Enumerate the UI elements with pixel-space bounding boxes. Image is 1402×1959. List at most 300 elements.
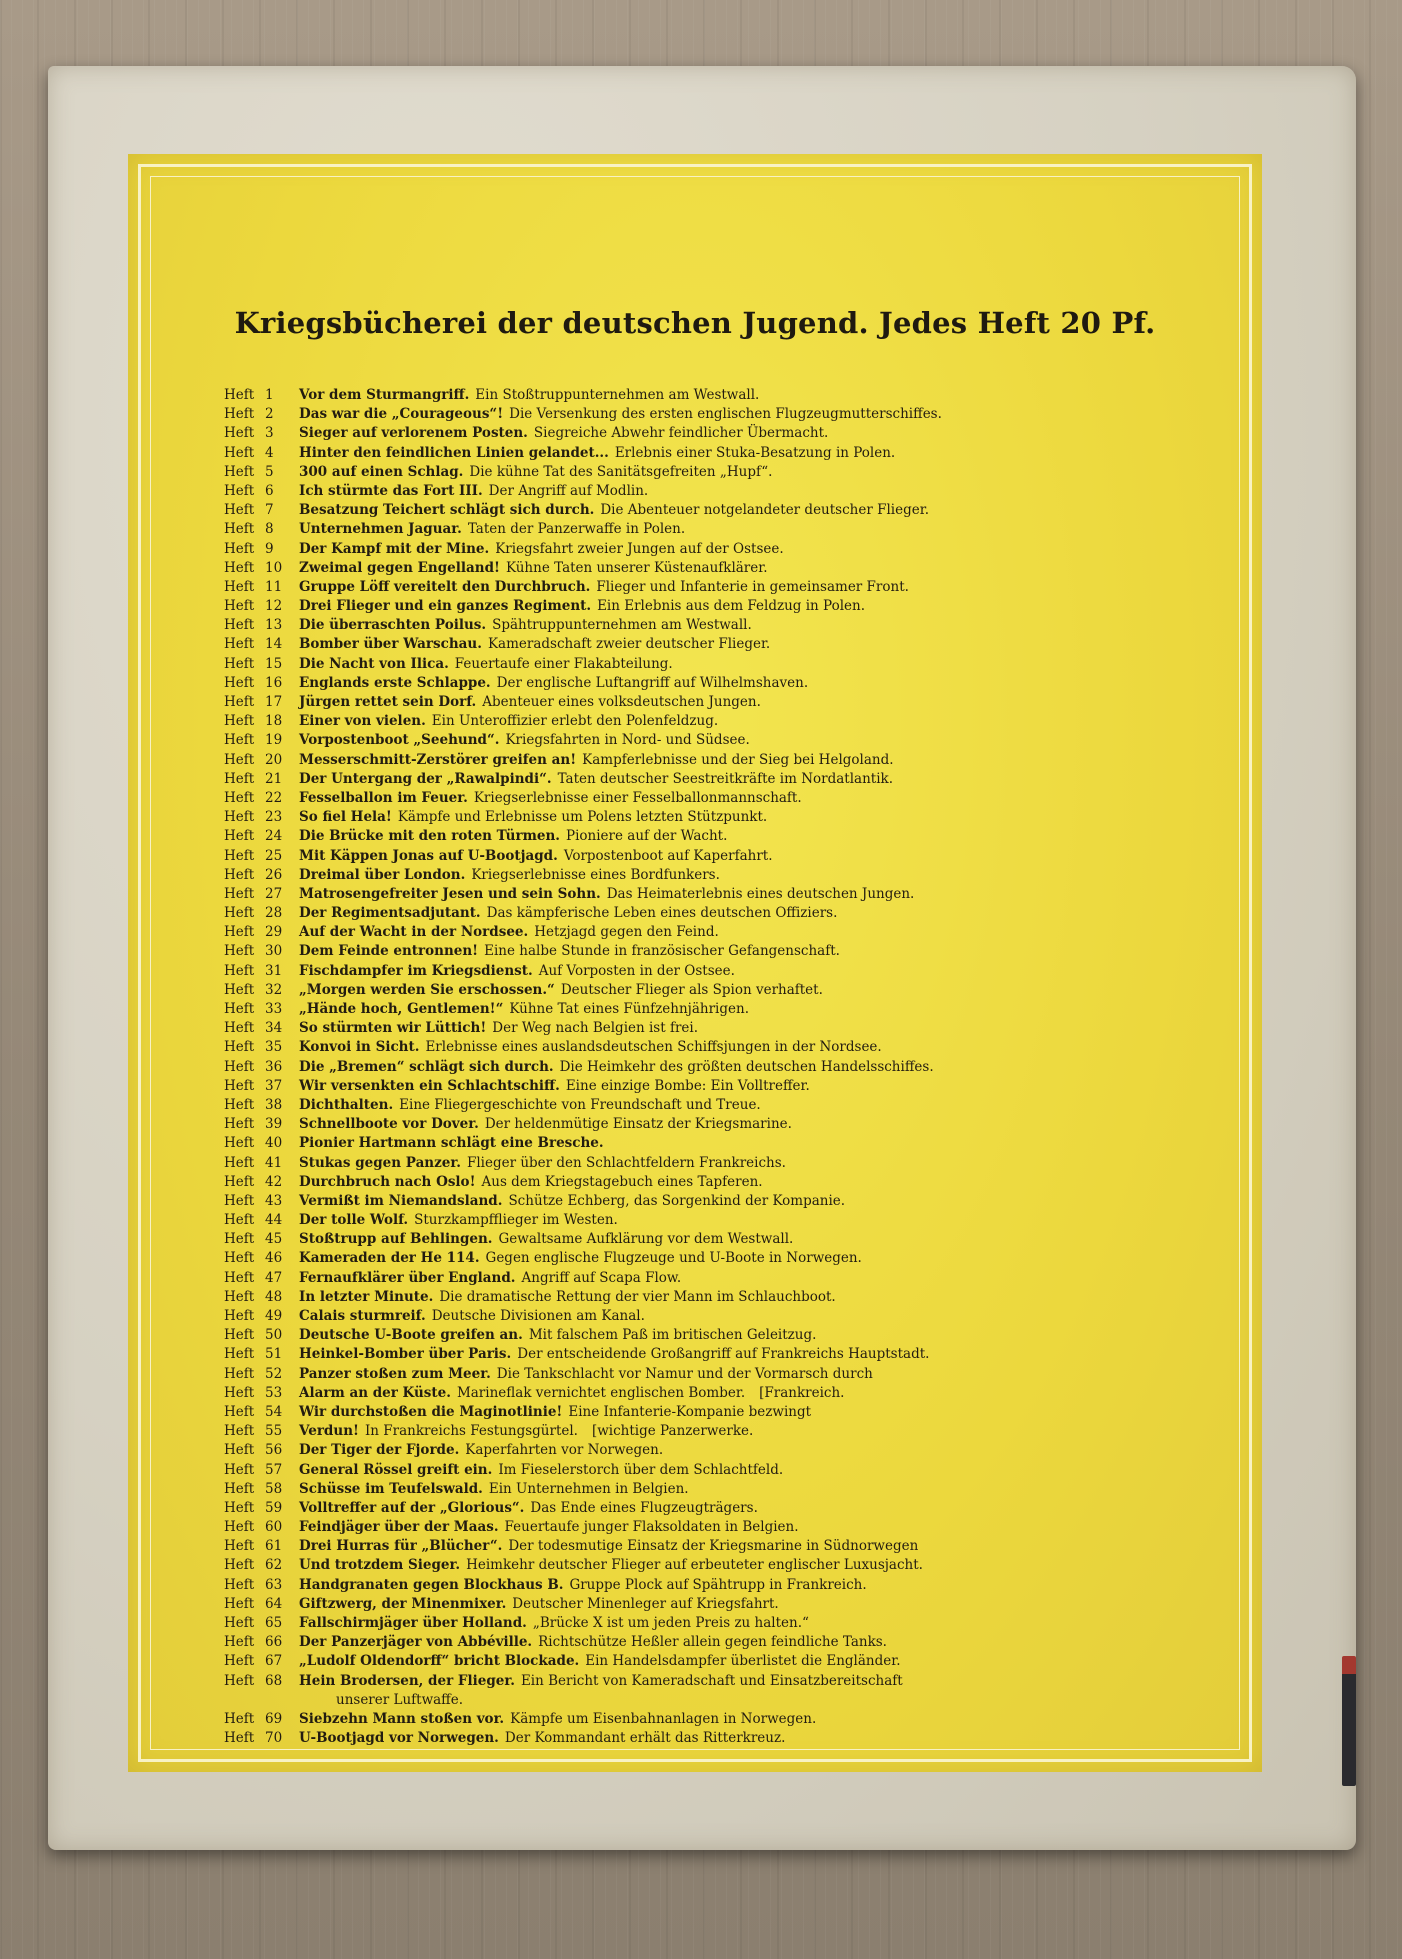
- heft-label: Heft: [224, 1519, 255, 1536]
- heft-description: Angriff auf Scapa Flow.: [521, 1269, 682, 1286]
- list-item: [224, 635, 1234, 654]
- heft-number: 29: [265, 924, 283, 941]
- heft-label: Heft: [224, 1346, 255, 1363]
- heft-description: Kriegsfahrt zweier Jungen auf der Ostsee.: [495, 540, 784, 557]
- heft-number: 64: [265, 1595, 283, 1612]
- heft-label: Heft: [224, 1634, 255, 1651]
- heft-label: Heft: [224, 789, 255, 806]
- heft-number: 23: [265, 809, 283, 826]
- heft-title: „Hände hoch, Gentlemen!“: [299, 1001, 504, 1017]
- heft-number: 41: [265, 1154, 283, 1171]
- heft-description: Auf Vorposten in der Ostsee.: [538, 962, 735, 979]
- heft-label: Heft: [224, 1288, 255, 1305]
- heft-label: Heft: [224, 387, 255, 403]
- list-item: [224, 1154, 1234, 1173]
- list-item: [224, 904, 1234, 923]
- list-item: [224, 1691, 1234, 1710]
- heft-description: Flieger über den Schlachtfeldern Frankreichs.: [466, 1154, 786, 1171]
- heft-number: 24: [265, 828, 283, 845]
- heft-label: Heft: [224, 1384, 255, 1401]
- heft-title: Drei Flieger und ein ganzes Regiment.: [299, 598, 592, 615]
- heft-label: Heft: [224, 1020, 255, 1037]
- list-item: [224, 1537, 1234, 1556]
- list-item: [224, 1480, 1234, 1499]
- heft-label: Heft: [224, 1423, 255, 1440]
- heft-label: Heft: [224, 1480, 255, 1497]
- heft-label: Heft: [224, 1212, 255, 1229]
- heft-description: Kriegserlebnisse einer Fesselballonmannschaft.: [473, 789, 802, 806]
- heft-title: Siebzehn Mann stoßen vor.: [299, 1710, 505, 1727]
- list-item: [224, 405, 1234, 424]
- heft-title: 300 auf einen Schlag.: [299, 463, 464, 480]
- heft-title: Handgranaten gegen Blockhaus B.: [299, 1576, 564, 1593]
- heft-description: Kämpfe und Erlebnisse um Polens letzten Stützpunkt.: [397, 809, 768, 826]
- list-item: [224, 1038, 1234, 1057]
- heft-title: In letzter Minute.: [299, 1288, 434, 1305]
- heft-description: Abenteuer eines volksdeutschen Jungen.: [482, 694, 761, 710]
- heft-number: 20: [265, 751, 283, 768]
- heft-number: 40: [265, 1135, 283, 1152]
- heft-label: Heft: [224, 578, 255, 595]
- heft-number: 10: [265, 559, 283, 576]
- heft-number: 27: [265, 885, 283, 902]
- heft-description: Kampferlebnisse und der Sieg bei Helgoland.: [582, 751, 894, 768]
- heft-number: 58: [265, 1480, 283, 1497]
- heft-title: Schnellboote vor Dover.: [299, 1116, 479, 1133]
- heft-label: Heft: [224, 1653, 255, 1670]
- list-item: [224, 1326, 1234, 1345]
- heft-title: Stukas gegen Panzer.: [299, 1154, 461, 1171]
- heft-description: Ein Handelsdampfer überlistet die Engländer.: [585, 1653, 901, 1670]
- list-item: [224, 731, 1234, 750]
- heft-title: Unternehmen Jaguar.: [299, 521, 462, 538]
- list-item: [224, 1403, 1234, 1422]
- list-item: [224, 1134, 1234, 1153]
- heft-title: Die „Bremen“ schlägt sich durch.: [299, 1058, 554, 1075]
- heft-number: 39: [265, 1116, 283, 1133]
- list-item: [224, 1096, 1234, 1115]
- list-item: [224, 1556, 1234, 1575]
- heft-number: 36: [265, 1058, 283, 1075]
- heft-number: 30: [265, 943, 283, 960]
- heft-number: 5: [265, 463, 274, 480]
- heft-title: General Rössel greift ein.: [299, 1461, 493, 1478]
- heft-number: 16: [265, 674, 283, 691]
- heft-label: Heft: [224, 694, 255, 710]
- heft-label: Heft: [224, 1135, 255, 1152]
- heft-description: Feuertaufe einer Flakabteilung.: [454, 655, 673, 672]
- heft-description: Deutsche Divisionen am Kanal.: [431, 1308, 645, 1324]
- heft-label: Heft: [224, 655, 255, 672]
- heft-label: Heft: [224, 770, 255, 787]
- heft-title: Besatzung Teichert schlägt sich durch.: [299, 502, 595, 519]
- heft-title: Calais sturmreif.: [299, 1308, 426, 1324]
- heft-label: Heft: [224, 828, 255, 845]
- list-item: [224, 1307, 1234, 1326]
- heft-description: Sturzkampfflieger im Westen.: [414, 1212, 618, 1229]
- heft-description: „Brücke X ist um jeden Preis zu halten.“: [532, 1615, 809, 1631]
- heft-description: Spähtruppunternehmen am Westwall.: [492, 617, 752, 634]
- list-item: [224, 1633, 1234, 1652]
- heft-number: 69: [265, 1710, 283, 1727]
- heft-description: Ein Stoßtruppunternehmen am Westwall.: [475, 387, 760, 403]
- heft-number: 26: [265, 866, 283, 883]
- heft-label: Heft: [224, 1154, 255, 1171]
- list-item: [224, 1652, 1234, 1671]
- list-item: [224, 962, 1234, 981]
- heft-number: 54: [265, 1403, 283, 1420]
- heft-number: 45: [265, 1231, 283, 1248]
- heft-number: 57: [265, 1461, 283, 1478]
- heft-label: Heft: [224, 1077, 255, 1094]
- heft-number: 53: [265, 1384, 283, 1401]
- list-item: [224, 827, 1234, 846]
- heft-description: Der englische Luftangriff auf Wilhelmshaven.: [496, 674, 809, 691]
- heft-number: 7: [265, 502, 274, 519]
- list-item: [224, 1077, 1234, 1096]
- heft-description: Der Weg nach Belgien ist frei.: [492, 1020, 698, 1037]
- heft-number: 35: [265, 1039, 283, 1056]
- heft-number: 62: [265, 1557, 283, 1574]
- heft-title: Englands erste Schlappe.: [299, 674, 491, 691]
- list-item: [224, 1192, 1234, 1211]
- heft-description: Erlebnisse eines auslandsdeutschen Schiffsjungen in der Nordsee.: [425, 1039, 882, 1056]
- heft-description: Mit falschem Paß im britischen Geleitzug.: [528, 1327, 817, 1344]
- heft-title: Panzer stoßen zum Meer.: [299, 1365, 491, 1382]
- heft-number: 43: [265, 1192, 283, 1209]
- list-item: [224, 770, 1234, 789]
- series-heading: Kriegsbücherei der deutschen Jugend. Jedes Heft 20 Pf.: [234, 306, 1156, 340]
- heft-title: Heinkel-Bomber über Paris.: [299, 1346, 512, 1363]
- heft-label: Heft: [224, 1461, 255, 1478]
- heft-number: 3: [265, 425, 274, 442]
- heft-number: 46: [265, 1250, 283, 1267]
- heft-description: Ein Bericht von Kameradschaft und Einsatzbereitschaft: [520, 1672, 903, 1689]
- heft-label: Heft: [224, 463, 255, 480]
- heft-title: Einer von vielen.: [299, 713, 426, 730]
- heft-description: Gruppe Plock auf Spähtrupp in Frankreich.: [569, 1576, 867, 1593]
- list-item: [224, 1518, 1234, 1537]
- heft-number: 25: [265, 847, 283, 864]
- heft-description: Deutscher Flieger als Spion verhaftet.: [560, 981, 823, 998]
- heft-overflow-text: [wichtige Panzerwerke.: [591, 1423, 754, 1440]
- heft-title: Gruppe Löff vereitelt den Durchbruch.: [299, 578, 591, 595]
- heft-label: Heft: [224, 809, 255, 826]
- heft-number: 37: [265, 1077, 283, 1094]
- list-item: [224, 751, 1234, 770]
- heft-label: Heft: [224, 540, 255, 557]
- heft-label: Heft: [224, 598, 255, 615]
- heft-description: Im Fieselerstorch über dem Schlachtfeld.: [498, 1461, 784, 1478]
- heft-description: Kriegsfahrten in Nord- und Südsee.: [505, 732, 750, 749]
- heft-title: Matrosengefreiter Jesen und sein Sohn.: [299, 885, 601, 902]
- heft-description: Der Kommandant erhält das Ritterkreuz.: [504, 1730, 786, 1747]
- heft-label: Heft: [224, 1730, 255, 1747]
- list-item: [224, 424, 1234, 443]
- heft-label: Heft: [224, 1615, 255, 1631]
- heft-label: Heft: [224, 943, 255, 960]
- heft-label: Heft: [224, 1058, 255, 1075]
- heft-description: Eine halbe Stunde in französischer Gefangenschaft.: [484, 943, 840, 960]
- heft-title: Schüsse im Teufelswald.: [299, 1480, 483, 1497]
- list-item: [224, 1269, 1234, 1288]
- heft-number: 31: [265, 962, 283, 979]
- heft-description: Vorpostenboot auf Kaperfahrt.: [563, 847, 773, 864]
- heft-title: Jürgen rettet sein Dorf.: [299, 694, 477, 710]
- list-item: [224, 1288, 1234, 1307]
- heft-title: Die überraschten Poilus.: [299, 617, 487, 634]
- list-item: [224, 616, 1234, 635]
- heft-label: Heft: [224, 1231, 255, 1248]
- list-item: [224, 386, 1234, 405]
- heft-title: Fischdampfer im Kriegsdienst.: [299, 962, 533, 979]
- list-item: [224, 463, 1234, 482]
- heft-label: Heft: [224, 1039, 255, 1056]
- heft-label: Heft: [224, 617, 255, 634]
- list-item: [224, 1000, 1234, 1019]
- list-item: [224, 789, 1234, 808]
- list-item: [224, 655, 1234, 674]
- list-item: [224, 847, 1234, 866]
- heft-title: Bomber über Warschau.: [299, 636, 482, 653]
- heft-number: 52: [265, 1365, 283, 1382]
- heft-description: Die Tankschlacht vor Namur und der Vormarsch durch: [496, 1365, 873, 1382]
- heft-title: U-Bootjagd vor Norwegen.: [299, 1730, 499, 1747]
- list-item: [224, 1365, 1234, 1384]
- heft-title: Durchbruch nach Oslo!: [299, 1173, 476, 1190]
- heft-description: Aus dem Kriegstagebuch eines Tapferen.: [481, 1173, 763, 1190]
- list-item: [224, 482, 1234, 501]
- heft-description: Deutscher Minenleger auf Kriegsfahrt.: [512, 1595, 779, 1612]
- heft-number: 59: [265, 1499, 283, 1516]
- heft-number: 68: [265, 1672, 283, 1689]
- heft-label: Heft: [224, 406, 255, 423]
- heft-label: Heft: [224, 425, 255, 442]
- heft-description: Gewaltsame Aufklärung vor dem Westwall.: [498, 1231, 794, 1248]
- heft-title: Die Nacht von Ilica.: [299, 655, 449, 672]
- list-item: [224, 1441, 1234, 1460]
- heft-title: Auf der Wacht in der Nordsee.: [299, 924, 529, 941]
- heft-label: Heft: [224, 1403, 255, 1420]
- heft-title: Der tolle Wolf.: [299, 1212, 409, 1229]
- heft-number: 6: [265, 482, 274, 499]
- heft-label: Heft: [224, 1499, 255, 1516]
- heft-label: Heft: [224, 885, 255, 902]
- heft-title: Verdun!: [299, 1423, 359, 1440]
- heft-title: Ich stürmte das Fort III.: [299, 482, 483, 499]
- list-item: [224, 942, 1234, 961]
- heft-number: 28: [265, 905, 283, 922]
- heft-number: 42: [265, 1173, 283, 1190]
- heft-description: Ein Unternehmen in Belgien.: [488, 1480, 689, 1497]
- heft-title: „Ludolf Oldendorff“ bricht Blockade.: [299, 1653, 580, 1670]
- heft-label: Heft: [224, 1365, 255, 1382]
- heft-label: Heft: [224, 1001, 255, 1017]
- heft-title: Das war die „Courageous“!: [299, 406, 504, 423]
- heft-title: Der Untergang der „Rawalpindi“.: [299, 770, 552, 787]
- heft-label: Heft: [224, 847, 255, 864]
- heft-title: So fiel Hela!: [299, 809, 392, 826]
- heft-label: Heft: [224, 1308, 255, 1324]
- heft-title: Volltreffer auf der „Glorious“.: [299, 1499, 525, 1516]
- heft-label: Heft: [224, 962, 255, 979]
- heft-number: 13: [265, 617, 283, 634]
- heft-description: Eine Infanterie-Kompanie bezwingt: [568, 1403, 812, 1420]
- heft-number: 70: [265, 1730, 283, 1747]
- heft-description: Kühne Tat eines Fünfzehnjährigen.: [509, 1001, 749, 1017]
- heft-label: Heft: [224, 866, 255, 883]
- heft-description: Der entscheidende Großangriff auf Frankreichs Hauptstadt.: [517, 1346, 930, 1363]
- heft-description: Das Ende eines Flugzeugträgers.: [530, 1499, 758, 1516]
- list-item: [224, 540, 1234, 559]
- heft-title: Feindjäger über der Maas.: [299, 1519, 499, 1536]
- heft-description: Erlebnis einer Stuka-Besatzung in Polen.: [614, 444, 896, 461]
- heft-title: Vermißt im Niemandsland.: [299, 1192, 503, 1209]
- heft-description: Die Heimkehr des größten deutschen Handelsschiffes.: [559, 1058, 934, 1075]
- heft-label: Heft: [224, 1096, 255, 1113]
- list-item: [224, 1230, 1234, 1249]
- heft-number: 50: [265, 1327, 283, 1344]
- heft-label: Heft: [224, 502, 255, 519]
- heft-description: Ein Erlebnis aus dem Feldzug in Polen.: [597, 598, 865, 615]
- heft-number: 33: [265, 1001, 283, 1017]
- heft-title: Drei Hurras für „Blücher“.: [299, 1538, 503, 1555]
- heft-description: Die kühne Tat des Sanitätsgefreiten „Hupf“.: [469, 463, 773, 480]
- heft-title: Pionier Hartmann schlägt eine Bresche.: [299, 1135, 604, 1152]
- yellow-list-panel: [128, 154, 1262, 1772]
- heft-title: Messerschmitt-Zerstörer greifen an!: [299, 751, 577, 768]
- heft-label: Heft: [224, 981, 255, 998]
- list-item: [224, 1173, 1234, 1192]
- heft-title: Dreimal über London.: [299, 866, 466, 883]
- heft-number: 63: [265, 1576, 283, 1593]
- list-item: [224, 885, 1234, 904]
- list-item: [224, 1384, 1234, 1403]
- heft-title: Wir durchstoßen die Maginotlinie!: [299, 1403, 563, 1420]
- list-item: [224, 1499, 1234, 1518]
- heft-description: Kameradschaft zweier deutscher Flieger.: [487, 636, 771, 653]
- heft-description: Die Versenkung des ersten englischen Flugzeugmutterschiffes.: [509, 406, 942, 423]
- list-item: [224, 712, 1234, 731]
- heft-title: Alarm an der Küste.: [299, 1384, 451, 1401]
- heft-title: Hinter den feindlichen Linien gelandet...: [299, 444, 609, 461]
- list-item: [224, 559, 1234, 578]
- heft-title: Hein Brodersen, der Flieger.: [299, 1672, 515, 1689]
- heft-number: 48: [265, 1288, 283, 1305]
- heft-description: Kaperfahrten vor Norwegen.: [465, 1442, 664, 1459]
- heft-description: Taten der Panzerwaffe in Polen.: [467, 521, 686, 538]
- heft-number: 66: [265, 1634, 283, 1651]
- heft-label: Heft: [224, 1327, 255, 1344]
- heft-title: Mit Käppen Jonas auf U-Bootjagd.: [299, 847, 558, 864]
- heft-number: 18: [265, 713, 283, 730]
- heft-title: Vorpostenboot „Seehund“.: [299, 732, 500, 749]
- heft-description: Eine einzige Bombe: Ein Volltreffer.: [565, 1077, 810, 1094]
- heft-label: Heft: [224, 924, 255, 941]
- heft-label: Heft: [224, 482, 255, 499]
- heft-description: Flieger und Infanterie in gemeinsamer Front.: [596, 578, 909, 595]
- heft-description: Der Angriff auf Modlin.: [488, 482, 649, 499]
- heft-title: Der Kampf mit der Mine.: [299, 540, 490, 557]
- heft-description: Siegreiche Abwehr feindlicher Übermacht.: [533, 425, 829, 442]
- heft-label: Heft: [224, 674, 255, 691]
- heft-label: Heft: [224, 905, 255, 922]
- heft-description: Heimkehr deutscher Flieger auf erbeuteter englischer Luxusjacht.: [466, 1557, 923, 1574]
- heft-number: 44: [265, 1212, 283, 1229]
- heft-description: Richtschütze Heßler allein gegen feindliche Tanks.: [538, 1634, 887, 1651]
- heft-number: 56: [265, 1442, 283, 1459]
- heft-label: Heft: [224, 1192, 255, 1209]
- list-item: [224, 1595, 1234, 1614]
- heft-number: 1: [265, 387, 274, 403]
- list-item: [224, 1115, 1234, 1134]
- heft-label: Heft: [224, 1576, 255, 1593]
- list-item: [224, 1614, 1234, 1633]
- heft-description: Pioniere auf der Wacht.: [566, 828, 728, 845]
- list-item: [224, 501, 1234, 520]
- heft-number: 17: [265, 694, 283, 710]
- heft-number: 32: [265, 981, 283, 998]
- heft-description: Kämpfe um Eisenbahnanlagen in Norwegen.: [510, 1710, 817, 1727]
- heft-description: In Frankreichs Festungsgürtel.: [364, 1423, 578, 1440]
- list-item: [224, 578, 1234, 597]
- heft-title: Die Brücke mit den roten Türmen.: [299, 828, 560, 845]
- heft-title: Der Tiger der Fjorde.: [299, 1442, 460, 1459]
- heft-label: Heft: [224, 751, 255, 768]
- heft-description: Kriegserlebnisse eines Bordfunkers.: [471, 866, 720, 883]
- heft-number: 21: [265, 770, 283, 787]
- heft-number: 14: [265, 636, 283, 653]
- heft-label: Heft: [224, 1672, 255, 1689]
- heft-title: Dem Feinde entronnen!: [299, 943, 479, 960]
- heft-number: 22: [265, 789, 283, 806]
- list-item: [224, 1422, 1234, 1441]
- heft-title: Vor dem Sturmangriff.: [299, 387, 470, 403]
- heft-title: „Morgen werden Sie erschossen.“: [299, 981, 555, 998]
- heft-title: Der Regimentsadjutant.: [299, 905, 481, 922]
- heft-description: Marineflak vernichtet englischen Bomber.: [456, 1384, 746, 1401]
- list-item: [224, 923, 1234, 942]
- heft-number: 19: [265, 732, 283, 749]
- heft-description: unserer Luftwaffe.: [336, 1691, 464, 1708]
- heft-description: Taten deutscher Seestreitkräfte im Nordatlantik.: [557, 770, 893, 787]
- list-item: [224, 444, 1234, 463]
- heft-label: Heft: [224, 1595, 255, 1612]
- heft-title: Fernaufklärer über England.: [299, 1269, 516, 1286]
- heft-label: Heft: [224, 1538, 255, 1555]
- heft-label: Heft: [224, 1250, 255, 1267]
- heft-number: 9: [265, 540, 274, 557]
- heft-number: 60: [265, 1519, 283, 1536]
- heft-number: 12: [265, 598, 283, 615]
- list-item: [224, 1576, 1234, 1595]
- heft-description: Die dramatische Rettung der vier Mann im Schlauchboot.: [439, 1288, 836, 1305]
- list-item: [224, 1019, 1234, 1038]
- heft-description: Das kämpferische Leben eines deutschen Offiziers.: [486, 905, 838, 922]
- heft-description: Ein Unteroffizier erlebt den Polenfeldzug.: [431, 713, 719, 730]
- heft-title: Und trotzdem Sieger.: [299, 1557, 461, 1574]
- list-item: [224, 808, 1234, 827]
- heft-overflow-text: [Frankreich.: [759, 1384, 845, 1401]
- heft-title: Stoßtrupp auf Behlingen.: [299, 1231, 493, 1248]
- heft-description: Der heldenmütige Einsatz der Kriegsmarine.: [484, 1116, 792, 1133]
- list-item: [224, 1345, 1234, 1364]
- list-item: [224, 1710, 1234, 1729]
- heft-title: Dichthalten.: [299, 1096, 394, 1113]
- heft-label: Heft: [224, 521, 255, 538]
- heft-label: Heft: [224, 1269, 255, 1286]
- heft-description: Schütze Echberg, das Sorgenkind der Kompanie.: [508, 1192, 846, 1209]
